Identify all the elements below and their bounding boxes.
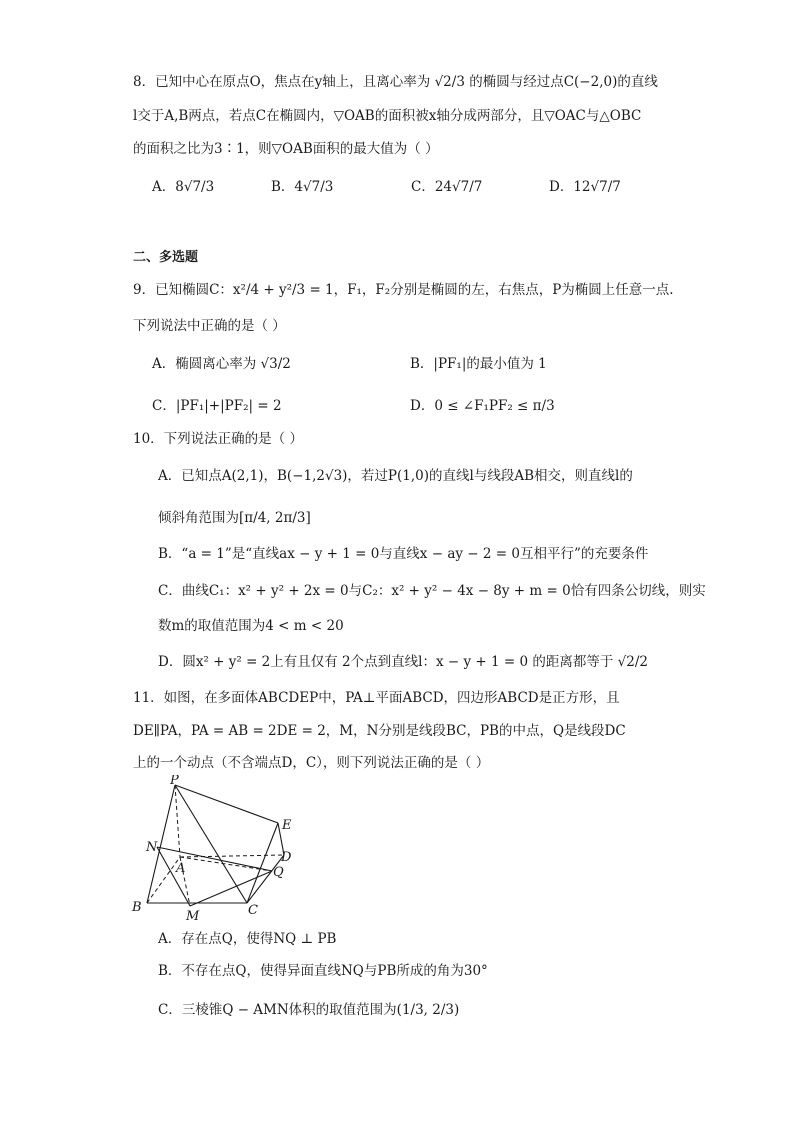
- q9-option-b: B．|PF₁|的最小值为 1: [410, 356, 547, 372]
- q11-option-a: A．存在点Q，使得NQ ⊥ PB: [158, 931, 337, 947]
- q8-option-c: C．24√7/7: [411, 179, 483, 195]
- label-D: D: [281, 850, 292, 865]
- edge-PA-hidden: [175, 785, 180, 857]
- segment-NM: [157, 847, 190, 906]
- label-P: P: [170, 775, 179, 788]
- q10-option-c-line1: C．曲线C₁：x² + y² + 2x = 0与C₂：x² + y² − 4x − 8y + m = 0恰有四条公切线，则实: [158, 583, 706, 599]
- label-E: E: [282, 818, 292, 833]
- q8-option-d: D．12√7/7: [549, 179, 621, 195]
- q8-line1: 8．已知中心在原点O，焦点在y轴上，且离心率为 √2/3 的椭圆与经过点C(−2,0)的直线: [133, 74, 658, 90]
- q8-option-b: B．4√7/3: [271, 179, 334, 195]
- polyhedron-figure: [130, 775, 300, 920]
- q9-option-d: D．0 ≤ ∠F₁PF₂ ≤ π/3: [410, 398, 555, 414]
- q11-line1: 11．如图，在多面体ABCDEP中，PA⊥平面ABCD，四边形ABCD是正方形，且: [133, 690, 620, 706]
- section-heading: 二、多选题: [133, 250, 199, 265]
- q11-option-b: B．不存在点Q，使得异面直线NQ与PB所成的角为30°: [158, 963, 488, 979]
- q11-line2: DE∥PA，PA = AB = 2DE = 2，M，N分别是线段BC，PB的中点，Q是线段DC: [133, 723, 626, 739]
- q10-option-d: D．圆x² + y² = 2上有且仅有 2个点到直线l：x − y + 1 = 0 的距离都等于 √2/2: [158, 654, 648, 670]
- q9-line1: 9．已知椭圆C：x²/4 + y²/3 = 1，F₁，F₂分别是椭圆的左，右焦点，P为椭圆上任意一点.: [133, 282, 674, 298]
- q9-line2: 下列说法中正确的是（ ）: [133, 318, 286, 334]
- q10-option-a-line1: A．已知点A(2,1)，B(−1,2√3)，若过P(1,0)的直线l与线段AB相交，则直线l的: [158, 468, 633, 484]
- label-B: B: [132, 900, 142, 915]
- edge-EC: [247, 823, 278, 903]
- q11-option-c: C．三棱锥Q − AMN体积的取值范围为(1/3, 2/3): [158, 1002, 460, 1018]
- q8-line2: l交于A,B两点，若点C在椭圆内，▽OAB的面积被x轴分成两部分，且▽OAC与△OBC: [133, 108, 642, 124]
- label-A: A: [176, 861, 186, 876]
- q10-option-a-line2: 倾斜角范围为[π/4, 2π/3]: [158, 510, 311, 526]
- label-C: C: [248, 903, 258, 918]
- edge-PE: [175, 785, 278, 823]
- q10-option-b: B．“a = 1”是“直线ax − y + 1 = 0与直线x − ay − 2 = 0互相平行”的充要条件: [158, 546, 649, 562]
- q10-line1: 10．下列说法正确的是（ ）: [133, 431, 303, 447]
- label-M: M: [186, 909, 200, 920]
- q8-option-a: A．8√7/3: [152, 179, 215, 195]
- q9-option-a: A．椭圆离心率为 √3/2: [152, 356, 291, 372]
- label-Q: Q: [273, 865, 284, 880]
- q8-line3: 的面积之比为3∶1，则▽OAB面积的最大值为（ ）: [133, 141, 439, 157]
- label-N: N: [146, 840, 158, 855]
- q10-option-c-line2: 数m的取值范围为4 < m < 20: [158, 618, 344, 634]
- q11-line3: 上的一个动点（不含端点D，C），则下列说法正确的是（ ）: [133, 755, 490, 771]
- q9-option-c: C．|PF₁|+|PF₂| = 2: [152, 398, 282, 414]
